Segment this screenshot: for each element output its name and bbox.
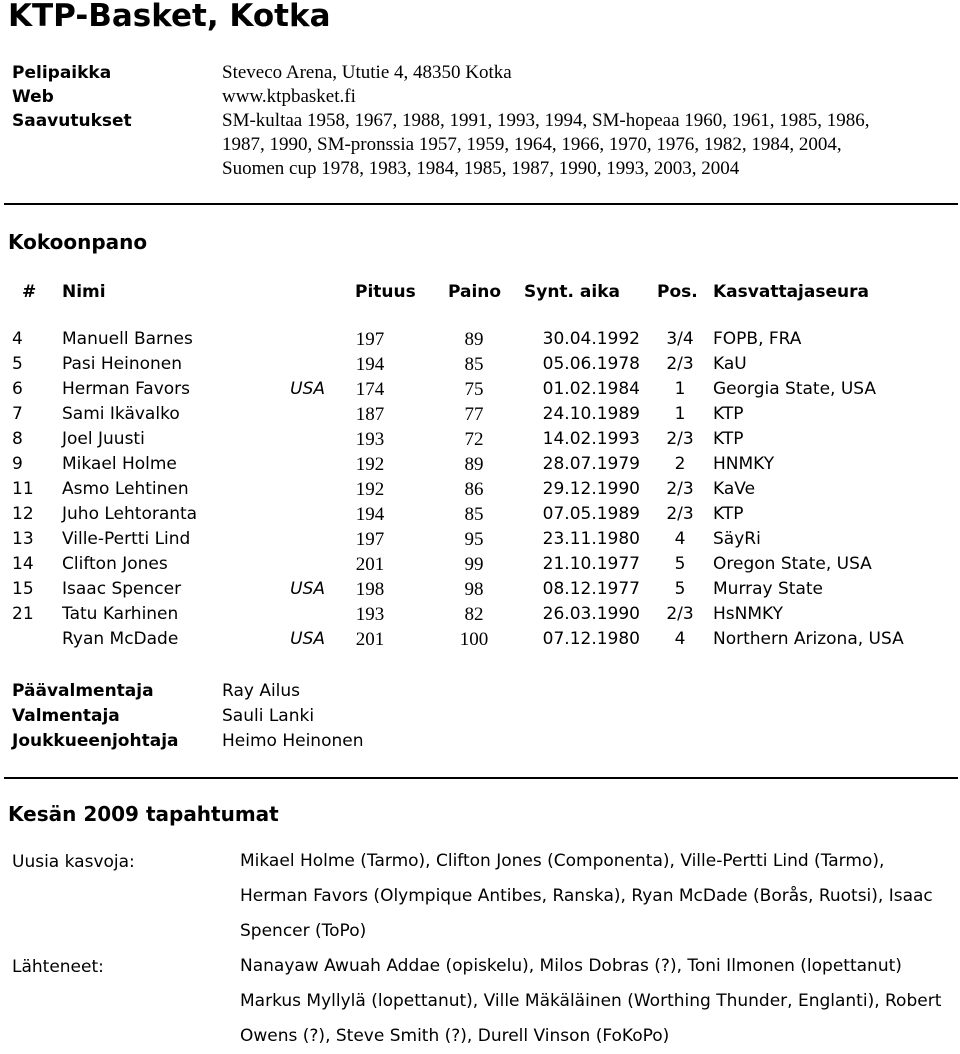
player-dob: 01.02.1984 bbox=[542, 379, 640, 399]
player-height: 193 bbox=[355, 604, 385, 625]
player-name: Mikael Holme bbox=[62, 454, 177, 474]
col-number: # bbox=[22, 282, 37, 302]
player-dob: 30.04.1992 bbox=[542, 329, 640, 349]
player-row bbox=[0, 577, 960, 602]
player-name: Herman Favors bbox=[62, 379, 191, 399]
player-height: 194 bbox=[355, 504, 385, 525]
team-manager-label: Joukkueenjohtaja bbox=[12, 731, 179, 751]
player-club: HNMKY bbox=[713, 454, 775, 474]
player-club: KaU bbox=[713, 354, 747, 374]
player-dob: 24.10.1989 bbox=[542, 404, 640, 424]
venue-value: Steveco Arena, Ututie 4, 48350 Kotka bbox=[222, 62, 512, 83]
player-weight: 99 bbox=[464, 554, 484, 575]
player-club: SäyRi bbox=[713, 529, 761, 549]
col-name: Nimi bbox=[62, 282, 106, 302]
player-club: FOPB, FRA bbox=[713, 329, 802, 349]
player-nationality: USA bbox=[290, 579, 325, 599]
new-players-text: Mikael Holme (Tarmo), Clifton Jones (Componenta), Ville-Pertti Lind (Tarmo), Herman Favors (Olympique Antibes, Ranska), Ryan McDade (Borås, Ruotsi), Isaac Spencer (ToPo) bbox=[240, 851, 933, 941]
player-dob: 08.12.1977 bbox=[542, 579, 640, 599]
player-weight: 95 bbox=[464, 529, 484, 550]
player-dob: 07.05.1989 bbox=[542, 504, 640, 524]
col-position: Pos. bbox=[657, 282, 698, 302]
player-height: 197 bbox=[355, 329, 385, 350]
web-label: Web bbox=[12, 87, 54, 107]
player-weight: 89 bbox=[464, 454, 484, 475]
player-row bbox=[0, 502, 960, 527]
player-name: Tatu Karhinen bbox=[62, 604, 179, 624]
col-club: Kasvattajaseura bbox=[713, 282, 869, 302]
web-link[interactable]: www.ktpbasket.fi bbox=[222, 86, 356, 107]
player-weight: 86 bbox=[464, 479, 484, 500]
player-dob: 23.11.1980 bbox=[542, 529, 640, 549]
player-number: 15 bbox=[12, 579, 34, 599]
player-row bbox=[0, 327, 960, 352]
player-height: 192 bbox=[355, 454, 385, 475]
player-name: Asmo Lehtinen bbox=[62, 479, 189, 499]
player-dob: 28.07.1979 bbox=[542, 454, 640, 474]
player-dob: 29.12.1990 bbox=[542, 479, 640, 499]
player-dob: 05.06.1978 bbox=[542, 354, 640, 374]
player-weight: 89 bbox=[464, 329, 484, 350]
player-height: 193 bbox=[355, 429, 385, 450]
team-manager-value: Heimo Heinonen bbox=[222, 731, 364, 751]
player-row bbox=[0, 552, 960, 577]
player-name: Pasi Heinonen bbox=[62, 354, 183, 374]
player-club: KTP bbox=[713, 404, 744, 424]
player-number: 12 bbox=[12, 504, 34, 524]
player-height: 192 bbox=[355, 479, 385, 500]
player-number: 8 bbox=[12, 429, 23, 449]
player-club: KTP bbox=[713, 504, 744, 524]
section-divider bbox=[4, 203, 958, 205]
player-weight: 98 bbox=[464, 579, 484, 600]
player-height: 194 bbox=[355, 354, 385, 375]
player-row bbox=[0, 602, 960, 627]
player-height: 174 bbox=[355, 379, 385, 400]
player-name: Clifton Jones bbox=[62, 554, 168, 574]
player-number: 11 bbox=[12, 479, 34, 499]
departed-text: Nanayaw Awuah Addae (opiskelu), Milos Dobras (?), Toni Ilmonen (lopettanut) Markus Myllylä (lopettanut), Ville Mäkäläinen (Worthing Thunder, Englanti), Robert Owens (?), Steve Smith (?), Durell Vinson (FoKoPo) bbox=[240, 956, 942, 1046]
departed-label: Lähteneet: bbox=[12, 957, 104, 977]
roster-heading: Kokoonpano bbox=[8, 230, 148, 254]
player-weight: 85 bbox=[464, 354, 484, 375]
player-name: Isaac Spencer bbox=[62, 579, 182, 599]
player-club: Northern Arizona, USA bbox=[713, 629, 904, 649]
player-position: 5 bbox=[674, 579, 686, 599]
player-name: Joel Juusti bbox=[62, 429, 145, 449]
player-number: 5 bbox=[12, 354, 23, 374]
col-weight: Paino bbox=[448, 282, 502, 302]
player-club: KTP bbox=[713, 429, 744, 449]
player-position: 2/3 bbox=[666, 354, 694, 374]
player-row bbox=[0, 402, 960, 427]
player-dob: 21.10.1977 bbox=[542, 554, 640, 574]
player-position: 3/4 bbox=[666, 329, 694, 349]
player-row bbox=[0, 452, 960, 477]
player-weight: 77 bbox=[464, 404, 484, 425]
achievements-label: Saavutukset bbox=[12, 111, 132, 131]
player-row bbox=[0, 477, 960, 502]
events-heading: Kesän 2009 tapahtumat bbox=[8, 802, 279, 826]
player-row bbox=[0, 527, 960, 552]
player-name: Sami Ikävalko bbox=[62, 404, 180, 424]
player-weight: 82 bbox=[464, 604, 484, 625]
player-weight: 72 bbox=[464, 429, 484, 450]
roster-table bbox=[0, 327, 960, 652]
page-title: KTP-Basket, Kotka bbox=[8, 0, 331, 34]
player-position: 2/3 bbox=[666, 604, 694, 624]
player-name: Ryan McDade bbox=[62, 629, 179, 649]
player-club: Georgia State, USA bbox=[713, 379, 877, 399]
player-club: KaVe bbox=[713, 479, 756, 499]
player-club: Oregon State, USA bbox=[713, 554, 872, 574]
player-height: 201 bbox=[355, 554, 385, 575]
player-name: Juho Lehtoranta bbox=[62, 504, 198, 524]
player-number: 4 bbox=[12, 329, 23, 349]
player-position: 2/3 bbox=[666, 429, 694, 449]
new-players-label: Uusia kasvoja: bbox=[12, 852, 135, 872]
player-height: 198 bbox=[355, 579, 385, 600]
head-coach-value: Ray Ailus bbox=[222, 681, 301, 701]
player-weight: 85 bbox=[464, 504, 484, 525]
player-number: 14 bbox=[12, 554, 34, 574]
player-height: 197 bbox=[355, 529, 385, 550]
player-row bbox=[0, 627, 960, 652]
col-dob: Synt. aika bbox=[524, 282, 621, 302]
player-name: Manuell Barnes bbox=[62, 329, 193, 349]
player-weight: 75 bbox=[464, 379, 484, 400]
player-position: 1 bbox=[674, 379, 686, 399]
player-height: 187 bbox=[355, 404, 385, 425]
coach-label: Valmentaja bbox=[12, 706, 120, 726]
achievements-line: Suomen cup 1978, 1983, 1984, 1985, 1987, 1990, 1993, 2003, 2004 bbox=[222, 158, 740, 179]
player-position: 2/3 bbox=[666, 479, 694, 499]
venue-label: Pelipaikka bbox=[12, 63, 112, 83]
player-dob: 14.02.1993 bbox=[542, 429, 640, 449]
achievements-line: 1987, 1990, SM-pronssia 1957, 1959, 1964, 1966, 1970, 1976, 1982, 1984, 2004, bbox=[222, 134, 842, 155]
player-position: 4 bbox=[674, 629, 686, 649]
col-height: Pituus bbox=[355, 282, 416, 302]
player-height: 201 bbox=[355, 629, 385, 650]
player-position: 2 bbox=[674, 454, 686, 474]
player-row bbox=[0, 352, 960, 377]
player-nationality: USA bbox=[290, 629, 325, 649]
head-coach-label: Päävalmentaja bbox=[12, 681, 154, 701]
coach-value: Sauli Lanki bbox=[222, 706, 315, 726]
player-row bbox=[0, 427, 960, 452]
player-club: HsNMKY bbox=[713, 604, 783, 624]
player-position: 5 bbox=[674, 554, 686, 574]
player-club: Murray State bbox=[713, 579, 824, 599]
player-dob: 26.03.1990 bbox=[542, 604, 640, 624]
achievements-line: SM-kultaa 1958, 1967, 1988, 1991, 1993, 1994, SM-hopeaa 1960, 1961, 1985, 1986, bbox=[222, 110, 870, 131]
player-number: 13 bbox=[12, 529, 34, 549]
player-dob: 07.12.1980 bbox=[542, 629, 640, 649]
player-number: 6 bbox=[12, 379, 23, 399]
player-position: 4 bbox=[674, 529, 686, 549]
player-name: Ville-Pertti Lind bbox=[62, 529, 191, 549]
player-position: 1 bbox=[674, 404, 686, 424]
section-divider bbox=[4, 777, 958, 779]
player-row bbox=[0, 377, 960, 402]
player-number: 21 bbox=[12, 604, 34, 624]
player-number: 9 bbox=[12, 454, 23, 474]
player-number: 7 bbox=[12, 404, 23, 424]
player-weight: 100 bbox=[459, 629, 489, 650]
player-nationality: USA bbox=[290, 379, 325, 399]
player-position: 2/3 bbox=[666, 504, 694, 524]
